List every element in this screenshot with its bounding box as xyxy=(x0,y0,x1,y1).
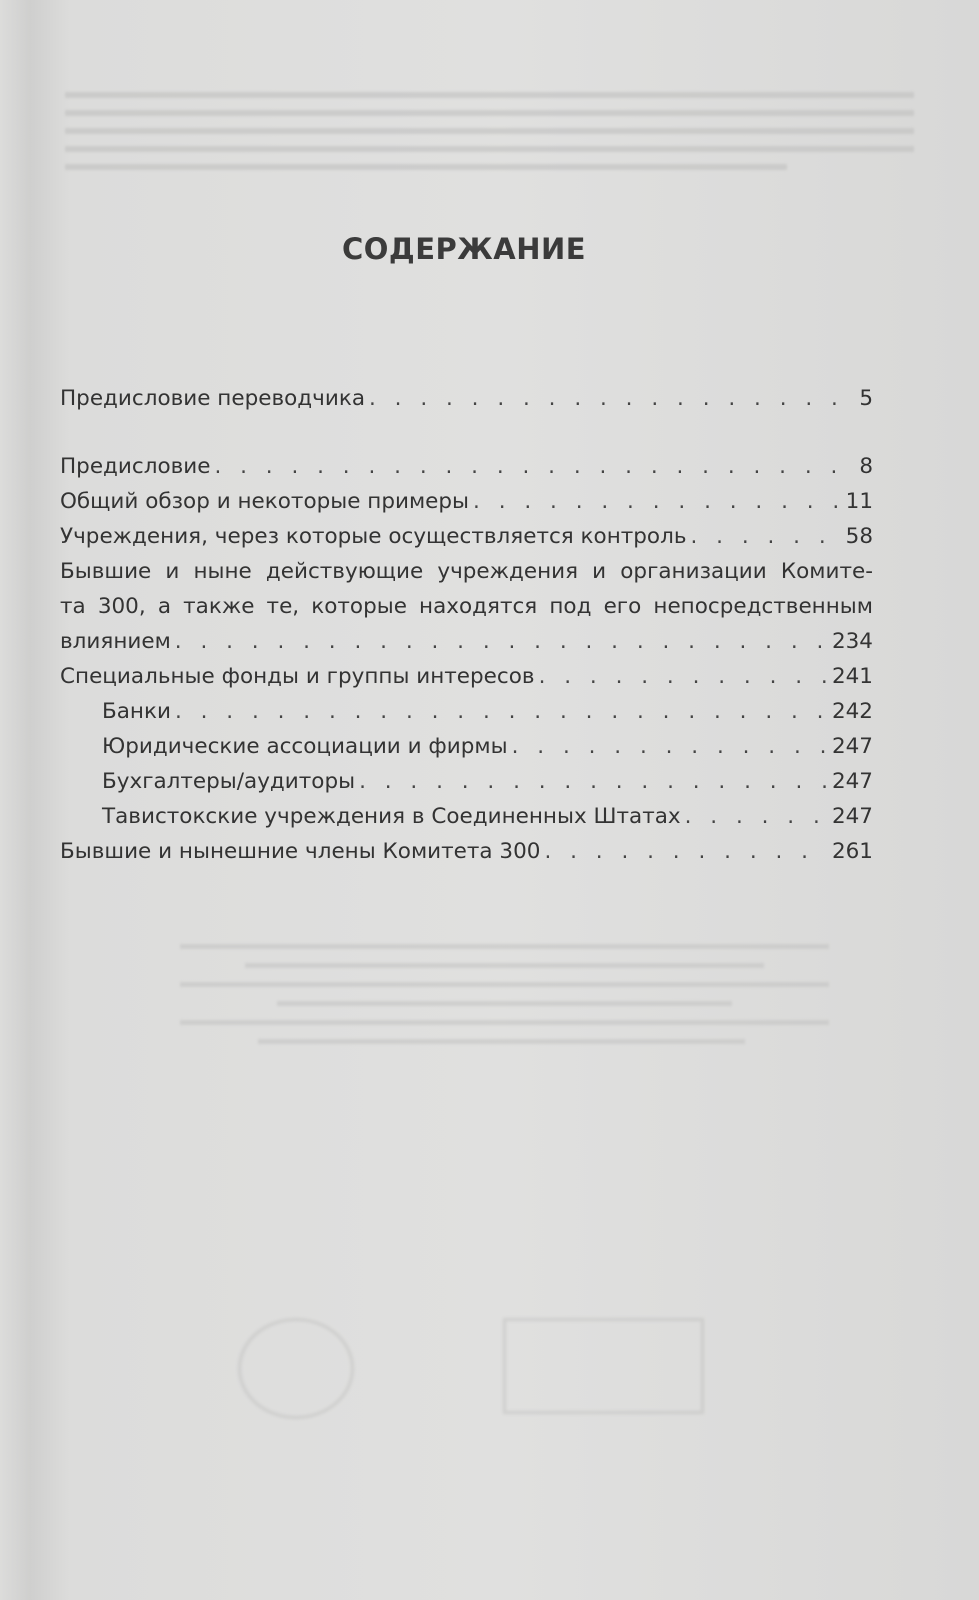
toc-entry-page: 247 xyxy=(831,804,873,829)
toc-entry-title-line: Бывшие и ныне действующие учреждения и организации Комите- xyxy=(60,559,873,584)
dot-leader xyxy=(539,659,828,694)
toc-entry-page: 234 xyxy=(831,629,873,654)
dot-leader xyxy=(685,799,828,834)
toc-entry-title: Учреждения, через которые осуществляется контроль xyxy=(60,524,687,549)
toc-entry-page: 247 xyxy=(831,734,873,759)
toc-entry-page: 241 xyxy=(831,664,873,689)
toc-entry-page: 247 xyxy=(831,769,873,794)
toc-subentry xyxy=(60,799,873,834)
toc-entry-title: Предисловие переводчика xyxy=(60,386,365,411)
toc-entry-title: Юридические ассоциации и фирмы xyxy=(102,734,508,759)
toc-entry-title: влиянием xyxy=(60,629,171,654)
toc-entry-multiline xyxy=(60,554,873,659)
dot-leader xyxy=(369,381,855,416)
show-through-text xyxy=(180,930,829,1150)
toc-entry-title: Тавистокские учреждения в Соединенных Штатах xyxy=(102,804,681,829)
toc-entry-title: Специальные фонды и группы интересов xyxy=(60,664,535,689)
toc-entry-page: 5 xyxy=(859,386,873,411)
toc-subentry xyxy=(60,694,873,729)
toc-entry xyxy=(60,624,873,659)
toc-entry-page: 58 xyxy=(845,524,873,549)
toc-entry-page: 242 xyxy=(831,699,873,724)
show-through-logo-circle xyxy=(238,1318,354,1419)
toc-entry-title: Предисловие xyxy=(60,454,211,479)
toc-entry-page: 8 xyxy=(859,454,873,479)
toc-entry-title: Банки xyxy=(102,699,171,724)
dot-leader xyxy=(359,764,828,799)
toc-entry xyxy=(60,519,873,554)
dot-leader xyxy=(544,834,827,869)
toc-entry-page: 11 xyxy=(845,489,873,514)
dot-leader xyxy=(691,519,842,554)
dot-leader xyxy=(175,624,828,659)
dot-leader xyxy=(175,694,828,729)
toc-entry-page: 261 xyxy=(831,839,873,864)
dot-leader xyxy=(473,484,842,519)
toc-entry xyxy=(60,381,873,416)
dot-leader xyxy=(512,729,828,764)
toc-entry-title-line: та 300, а также те, которые находятся под его непосредственным xyxy=(60,594,873,619)
toc-entry-title: Бухгалтеры/аудиторы xyxy=(102,769,356,794)
page-title: СОДЕРЖАНИЕ xyxy=(341,232,587,266)
toc-subentry xyxy=(60,729,873,764)
show-through-logo-box xyxy=(503,1318,704,1414)
toc-entry xyxy=(60,659,873,694)
toc-subentry xyxy=(60,764,873,799)
dot-leader xyxy=(214,449,855,484)
toc-entry xyxy=(60,834,873,869)
toc-entry xyxy=(60,449,873,484)
show-through-text xyxy=(65,80,914,230)
toc-entry xyxy=(60,484,873,519)
toc-entry-title: Общий обзор и некоторые примеры xyxy=(60,489,470,514)
table-of-contents xyxy=(60,381,873,869)
toc-entry-title: Бывшие и нынешние члены Комитета 300 xyxy=(60,839,541,864)
